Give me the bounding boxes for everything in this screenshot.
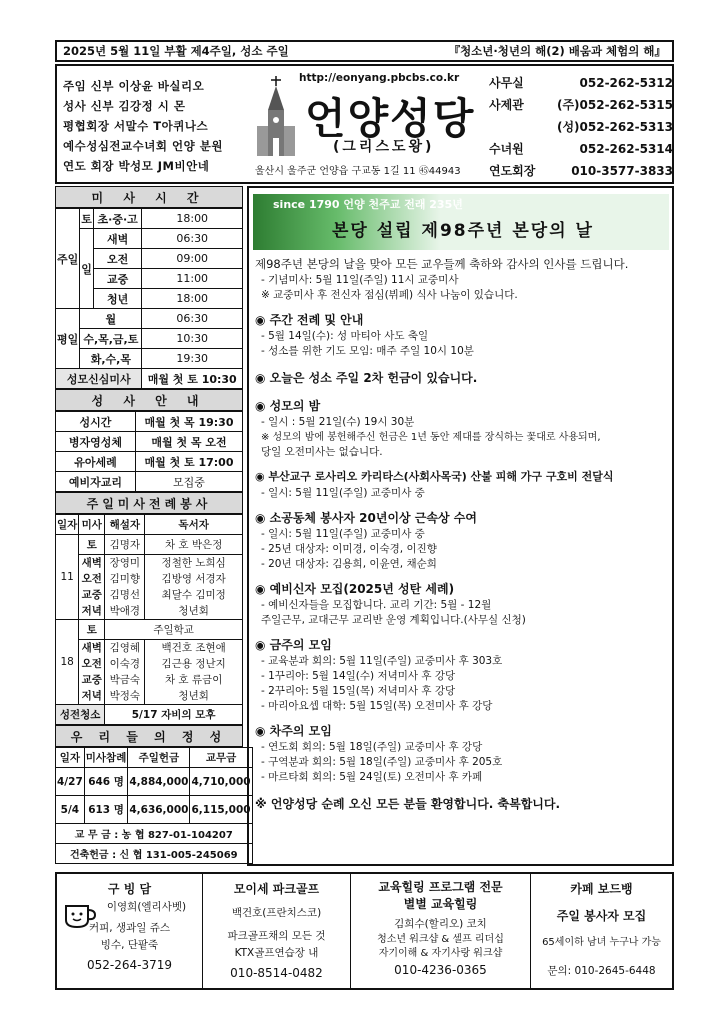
welcome-note: ※ 언양성당 순례 오신 모든 분들 환영합니다. 축복합니다.: [255, 797, 561, 811]
sponsor-box: 모이세 파크골프 백건호(프란치스코) 파크골프채의 모든 것 KTX골프연습장 내 010-8514-0482: [203, 874, 351, 988]
parish-name: 언양성당: [305, 94, 476, 143]
banner-title: 본당 설립 제98주년 본당의 날: [332, 221, 594, 241]
bulletin-page: [55, 40, 674, 990]
notice-heading: ◉ 금주의 모임: [255, 638, 332, 652]
notice-item: - 마리아요셉 대학: 5월 15일(목) 오전미사 후 강당: [261, 700, 493, 712]
mass-table: 주일 토 초·중·고 18:00 일 새벽 06:30 오전 09:00 교중 11:00 청년 18:00 평일 월 06:30 수,목,금,토 10:30 화,수,목 19:30 성모신심미사 매월 첫 토 10:30: [55, 208, 243, 389]
weekday-label: 평일: [56, 309, 80, 369]
sacrament-table: 성시간 매월 첫 목 19:30 병자영성체 매월 첫 목 오전 유아세례 매월 첫 토 17:00 예비자교리 모집중: [55, 411, 243, 492]
notice-item: - 구역분과 회의: 5월 18일(주일) 교중미사 후 205호: [261, 756, 503, 768]
left-column: [55, 186, 251, 864]
notice-item: - 교육분과 회의: 5월 11일(주일) 교중미사 후 303호: [261, 655, 503, 667]
contact-item: 수녀원 052-262-5314: [489, 142, 673, 156]
sunday-label: 주일: [56, 209, 80, 309]
service-title: 주일미사전례봉사: [55, 492, 243, 514]
anniversary-banner: [253, 194, 669, 250]
notice-item: ※ 성모의 밤에 봉헌해주신 헌금은 1년 동안 제대를 장식하는 꽃대로 사용되며,: [261, 432, 601, 443]
notice-item: - 5월 14일(수): 성 마티아 사도 축일: [261, 330, 429, 342]
issue-date: 2025년 5월 11일 부활 제4주일, 성소 주일: [63, 44, 289, 58]
notice-item: - 2꾸리아: 5월 15일(목) 저녁미사 후 강당: [261, 685, 456, 697]
contact-item: 사무실 052-262-5312: [489, 76, 673, 90]
intro-text: 제98주년 본당의 날을 맞아 모든 교우들께 축하와 감사의 인사를 드립니다.: [255, 257, 629, 271]
phone-number: 010-8514-0482: [230, 966, 323, 980]
staff-item: 평협회장 서말수 T아퀴나스: [63, 119, 209, 133]
notice-item: - 25년 대상자: 이미경, 이숙경, 이진향: [261, 543, 437, 555]
banner-since: since 1790 언양 천주교 전래 235년: [273, 198, 463, 211]
notice-item: - 마르타회 회의: 5월 24일(토) 오전미사 후 카페: [261, 771, 483, 783]
notice-item: - 기념미사: 5월 11일(주일) 11시 교중미사: [261, 274, 459, 286]
notice-item: - 일시: 5월 11일(주일) 교중미사 중: [261, 487, 425, 499]
contact-list: [489, 72, 673, 182]
phone-number: 010-4236-0365: [394, 963, 487, 977]
sacrament-title: 성 사 안 내: [55, 389, 243, 411]
parish-patron: (그리스도왕): [333, 139, 435, 155]
notice-item: - 1꾸리아: 5월 14일(수) 저녁미사 후 강당: [261, 670, 456, 682]
main-notices: [247, 186, 674, 866]
header: [55, 64, 674, 184]
site-url[interactable]: http://eonyang.pbcbs.co.kr: [299, 72, 460, 84]
notice-heading: ◉ 성모의 밤: [255, 399, 321, 413]
contact-item: 연도회장 010-3577-3833: [489, 164, 673, 178]
contact-item: (성)052-262-5313: [556, 120, 673, 134]
offering-title: 우 리 들 의 정 성: [55, 725, 243, 747]
notice-item: - 20년 대상자: 김용희, 이윤연, 채순희: [261, 558, 437, 570]
notice-content: [255, 256, 671, 812]
notice-heading: ◉ 차주의 모임: [255, 724, 332, 738]
address: 울산시 울주군 언양읍 구교동 1길 11 ㊺44943: [255, 166, 461, 177]
year-theme: 『청소년·청년의 해(2) 배움과 체험의 해』: [448, 44, 666, 58]
service-table: 일자 미사 해설자 독서자 11 토 김명자 차 호 박은정 새벽 오전 교중 저녁 장영미 김미향 김명선 박애경 정철한 노희심 김방영 서경자 최달수 김미정 청년회 18 토 주일학교 새벽 오전 교중 저녁 김영혜 이숙경 박금숙 박정숙 백건호 조현애 김근용 정난지 차 호 류금이 청년회 성전청소 5/17 자비의 모후: [55, 514, 243, 725]
notice-heading: ◉ 주간 전례 및 안내: [255, 313, 364, 327]
logo: [255, 70, 491, 182]
contact-item: 사제관 (주)052-262-5315: [489, 98, 673, 112]
notice-item: ※ 교중미사 후 전신자 점심(뷔페) 식사 나눔이 있습니다.: [261, 289, 518, 301]
offering-table: 일자 미사참례 주일헌금 교무금 4/27 646 명 4,884,000 4,710,000 5/4 613 명 4,636,000 6,115,000 교 무 금 : 농 협 827-01-104207 건축헌금 : 신 협 131-005-245069: [55, 747, 253, 864]
sponsor-box: 카페 보드뱅 주일 봉사자 모집 65세이하 남녀 누구나 가능 문의: 010-2645-6448: [531, 874, 672, 988]
coffee-cup-icon: [63, 900, 97, 930]
church-icon: [255, 76, 297, 158]
staff-item: 주임 신부 이상윤 바실리오: [63, 79, 205, 93]
notice-heading: ◉ 소공동체 봉사자 20년이상 근속상 수여: [255, 511, 477, 525]
mass-title: 미 사 시 간: [55, 186, 243, 208]
sponsor-box: 교육힐링 프로그램 전문 별별 교육힐링 김희수(할리오) 코치 청소년 워크샵 & 셀프 리더십 자기이해 & 자기사랑 워크샵 010-4236-0365: [351, 874, 531, 988]
staff-item: 성사 신부 김강정 시 몬: [63, 99, 186, 113]
top-bar: [55, 40, 674, 62]
notice-item: - 일시 : 5월 21일(수) 19시 30분: [261, 416, 415, 428]
phone-number: 문의: 010-2645-6448: [547, 965, 656, 977]
notice-heading: ◉ 예비신자 모집(2025년 성탄 세례): [255, 582, 455, 596]
phone-number: 052-264-3719: [86, 958, 172, 972]
notice-item: - 성소를 위한 기도 모임: 매주 주일 10시 10분: [261, 345, 474, 357]
notice-heading: ◉ 오늘은 성소 주일 2차 헌금이 있습니다.: [255, 371, 478, 385]
staff-item: 예수성심전교수녀회 언양 분원: [63, 139, 223, 153]
notice-heading: ◉ 부산교구 로사리오 카리타스(사회사목국) 산불 피해 가구 구호비 전달식: [255, 470, 614, 483]
notice-item: 주일근무, 교대근무 교리반 운영 계획입니다.(사무실 신청): [261, 614, 526, 626]
sponsor-footer: [55, 872, 674, 990]
notice-item: - 일시: 5월 11일(주일) 교중미사 중: [261, 528, 425, 540]
notice-item: - 연도회 회의: 5월 18일(주일) 교중미사 후 강당: [261, 741, 483, 753]
staff-list: [63, 76, 253, 176]
staff-item: 연도 회장 박성모 JM비안네: [63, 159, 210, 173]
sponsor-box: 구 빙 담 이영희(엘리사벳) 커피, 생과일 쥬스 빙수, 단팥죽 052-264-3719: [57, 874, 203, 988]
notice-item: 당일 오전미사는 없습니다.: [261, 446, 383, 458]
notice-item: - 예비신자들을 모집합니다. 교리 기간: 5월 - 12월: [261, 599, 492, 611]
